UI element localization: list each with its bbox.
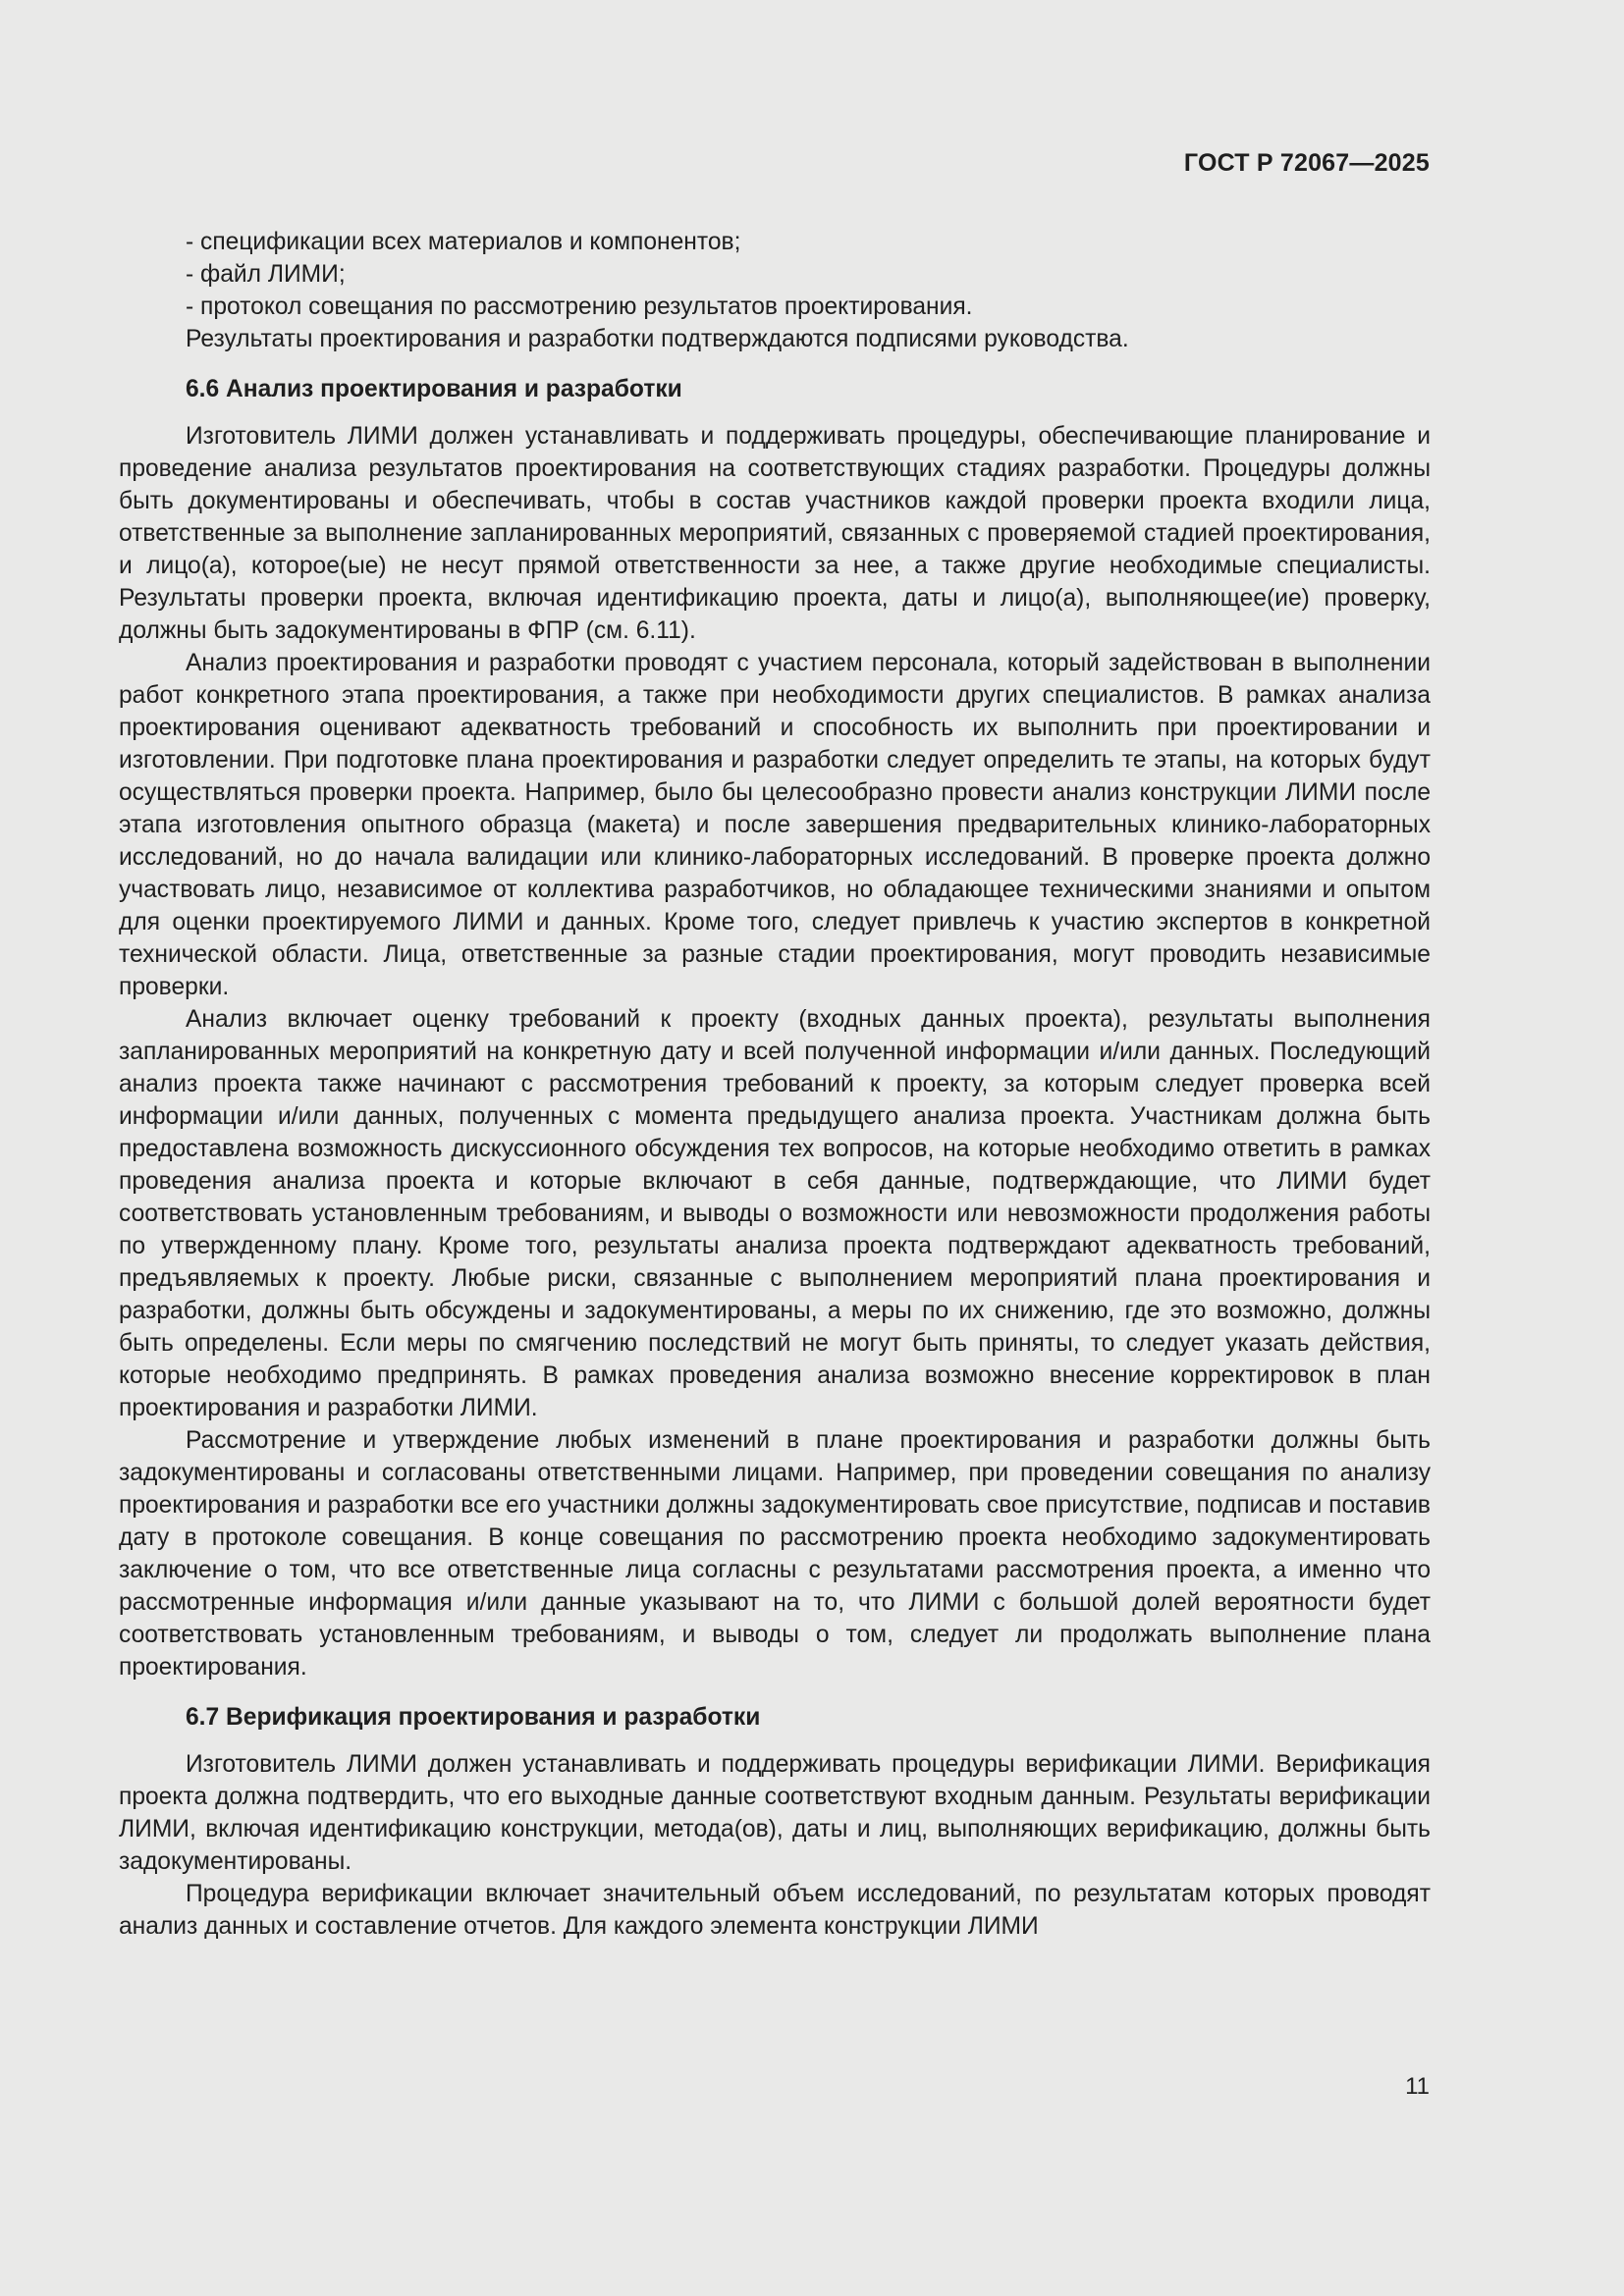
standard-header: ГОСТ Р 72067—2025	[1183, 149, 1430, 177]
intro-closing-paragraph: Результаты проектирования и разработки подтверждаются подписями руководства.	[186, 326, 1129, 352]
section-6-6-paragraph: Анализ включает оценку требований к проекту (входных данных проекта), результаты выполнения запланированных мероприятий на конкретную дату и всей полученной информации и/или данных. Последующий анализ проекта также начинают с рассмотрения требований к проекту, за которым следует проверка всей информации и/или данных, полученных с момента предыдущего анализа проекта. Участникам должна быть предоставлена возможность дискуссионного обсуждения тех вопросов, на которые необходимо ответить в рамках проведения анализа проекта и которые включают в себя данные, подтверждающие, что ЛИМИ будет соответствовать установленным требованиям, и выводы о возможности или невозможности продолжения работы по утвержденному плану. Кроме того, результаты анализа проекта подтверждают адекватность требований, предъявляемых к проекту. Любые риски, связанные с выполнением мероприятий плана проектирования и разработки, должны быть обсуждены и задокументированы, а меры по их снижению, где это возможно, должны быть определены. Если меры по смягчению последствий не могут быть приняты, то следует указать действия, которые необходимо предпринять. В рамках проведения анализа возможно внесение корректировок в план проектирования и разработки ЛИМИ.	[119, 1006, 1431, 1421]
section-6-7-paragraph: Изготовитель ЛИМИ должен устанавливать и поддерживать процедуры верификации ЛИМИ. Верификация проекта должна подтвердить, что его выходные данные соответствуют входным данным. Результаты верификации ЛИМИ, включая идентификацию конструкции, метода(ов), даты и лиц, выполняющих верификацию, должны быть задокументированы.	[119, 1751, 1431, 1875]
section-6-6-paragraph: Изготовитель ЛИМИ должен устанавливать и поддерживать процедуры, обеспечивающие планирование и проведение анализа результатов проектирования на соответствующих стадиях разработки. Процедуры должны быть документированы и обеспечивать, чтобы в состав участников каждой проверки проекта входили лица, ответственные за выполнение запланированных мероприятий, связанных с проверяемой стадией проектирования, и лицо(а), которое(ые) не несут прямой ответственности за нее, а также другие необходимые специалисты. Результаты проверки проекта, включая идентификацию проекта, даты и лицо(а), выполняющее(ие) проверку, должны быть задокументированы в ФПР (см. 6.11).	[119, 423, 1431, 644]
section-6-7-heading: 6.7 Верификация проектирования и разработки	[186, 1704, 761, 1731]
section-6-6-paragraph: Анализ проектирования и разработки проводят с участием персонала, который задействован в выполнении работ конкретного этапа проектирования, а также при необходимости других специалистов. В рамках анализа проектирования оценивают адекватность требований и способность их выполнить при проектировании и изготовлении. При подготовке плана проектирования и разработки следует определить те этапы, на которых будут осуществляться проверки проекта. Например, было бы целесообразно провести анализ конструкции ЛИМИ после этапа изготовления опытного образца (макета) и после завершения предварительных клинико-лабораторных исследований, но до начала валидации или клинико-лабораторных исследований. В проверке проекта должно участвовать лицо, независимое от коллектива разработчиков, но обладающее техническими знаниями и опытом для оценки проектируемого ЛИМИ и данных. Кроме того, следует привлечь к участию экспертов в конкретной технической области. Лица, ответственные за разные стадии проектирования, могут проводить независимые проверки.	[119, 650, 1431, 1000]
page-number: 11	[1405, 2073, 1430, 2100]
section-6-7-paragraph: Процедура верификации включает значительный объем исследований, по результатам которых проводят анализ данных и составление отчетов. Для каждого элемента конструкции ЛИМИ	[119, 1881, 1431, 1940]
list-item: - файл ЛИМИ;	[186, 261, 346, 288]
list-item: - протокол совещания по рассмотрению результатов проектирования.	[186, 294, 973, 320]
section-6-6-paragraph: Рассмотрение и утверждение любых изменений в плане проектирования и разработки должны быть задокументированы и согласованы ответственными лицами. Например, при проведении совещания по анализу проектирования и разработки все его участники должны задокументировать свое присутствие, подписав и поставив дату в протоколе совещания. В конце совещания по рассмотрению проекта необходимо задокументировать заключение о том, что все ответственные лица согласны с результатами рассмотрения проекта, а именно что рассмотренные информация и/или данные указывают на то, что ЛИМИ с большой долей вероятности будет соответствовать установленным требованиям, и выводы о том, следует ли продолжать выполнение плана проектирования.	[119, 1427, 1431, 1681]
section-6-6-heading: 6.6 Анализ проектирования и разработки	[186, 376, 682, 402]
list-item: - спецификации всех материалов и компонентов;	[186, 229, 741, 255]
page-body	[119, 226, 1431, 1943]
